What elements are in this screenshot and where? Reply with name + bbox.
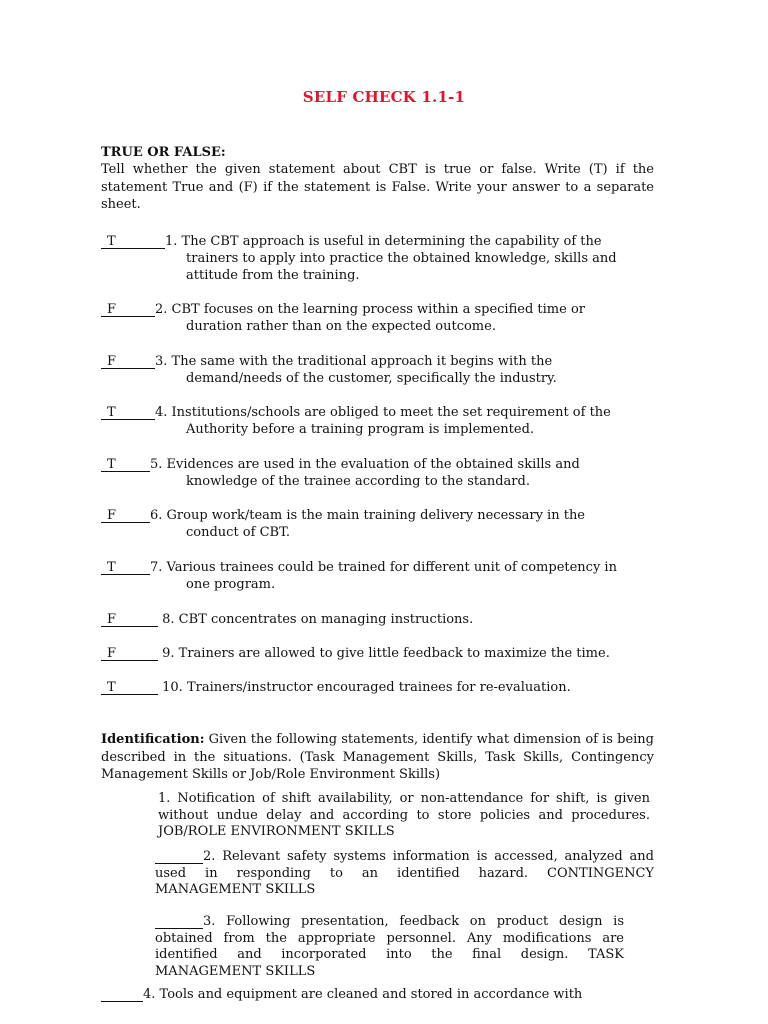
answer-value: T: [107, 680, 116, 695]
answer-blank: [101, 353, 155, 369]
tf-item-9: [101, 645, 610, 662]
answer-blank: [101, 645, 158, 661]
item-text: 4. Tools and equipment are cleaned and stored in accordance with: [143, 987, 583, 1002]
item-text: 2. Relevant safety systems information is accessed, analyzed and used in responding to an identified hazard. CONTINGENCY MANAGEMENT SKILLS: [155, 849, 654, 897]
tf-item-8: [101, 611, 473, 628]
answer-blank: [101, 611, 158, 627]
item-text-cont: trainers to apply into practice the obtained knowledge, skills and: [186, 251, 617, 266]
item-text-cont: conduct of CBT.: [186, 525, 290, 540]
answer-blank: [101, 456, 150, 472]
identification-label: Identification:: [101, 732, 205, 747]
answer-value: T: [107, 405, 116, 420]
item-text: 3. Following presentation, feedback on product design is obtained from the appropriate personnel. Any modifications are identified and incorporated into the final design. TASK MANAGEMENT SKILLS: [155, 914, 624, 979]
item-text-cont: knowledge of the trainee according to the standard.: [186, 474, 530, 489]
answer-blank: [101, 559, 150, 575]
true-false-heading: TRUE OR FALSE:: [101, 145, 226, 160]
true-false-instructions: Tell whether the given statement about CBT is true or false. Write (T) if the statement True and (F) if the statement is False. Write your answer to a separate sheet.: [101, 162, 654, 212]
item-text: 4. Institutions/schools are obliged to meet the set requirement of the: [155, 405, 611, 420]
answer-value: F: [107, 508, 117, 523]
tf-item-10: [101, 679, 571, 696]
item-text-cont: demand/needs of the customer, specifically the industry.: [186, 371, 557, 386]
answer-blank: [101, 987, 143, 1002]
answer-blank: [101, 679, 158, 695]
id-item-4: [101, 987, 654, 1004]
tf-item-5: [101, 456, 580, 490]
answer-value: F: [107, 302, 117, 317]
item-text: 10. Trainers/instructor encouraged trainees for re-evaluation.: [158, 680, 571, 695]
item-text: 3. The same with the traditional approach it begins with the: [155, 354, 553, 369]
item-text: 7. Various trainees could be trained for different unit of competency in: [150, 560, 617, 575]
page-title: SELF CHECK 1.1-1: [302, 88, 466, 106]
item-text: 1. Notification of shift availability, or non-attendance for shift, is given without undue delay and according to store policies and procedures. JOB/ROLE ENVIRONMENT SKILLS: [158, 791, 650, 839]
tf-item-6: [101, 507, 585, 541]
tf-item-4: [101, 404, 611, 438]
tf-item-2: [101, 301, 585, 335]
item-text-cont: duration rather than on the expected outcome.: [186, 319, 496, 334]
item-text: 2. CBT focuses on the learning process within a specified time or: [155, 302, 585, 317]
answer-blank: [155, 914, 203, 929]
item-text-cont: one program.: [186, 577, 276, 592]
item-text: 8. CBT concentrates on managing instructions.: [158, 612, 474, 627]
item-text-cont: Authority before a training program is implemented.: [186, 422, 535, 437]
item-text: 9. Trainers are allowed to give little feedback to maximize the time.: [158, 646, 610, 661]
tf-item-3: [101, 353, 557, 387]
tf-item-7: [101, 559, 617, 593]
answer-blank: [101, 507, 150, 523]
answer-value: T: [107, 234, 116, 249]
answer-blank: [101, 301, 155, 317]
item-text-cont: attitude from the training.: [186, 268, 360, 283]
answer-blank: [101, 404, 155, 420]
id-item-1: [158, 791, 650, 841]
answer-value: T: [107, 457, 116, 472]
tf-item-1: [101, 233, 617, 284]
item-text: 1. The CBT approach is useful in determining the capability of the: [165, 234, 602, 249]
answer-value: F: [107, 646, 117, 661]
answer-blank: [155, 849, 203, 864]
id-item-3: [155, 914, 624, 980]
item-text: 6. Group work/team is the main training delivery necessary in the: [150, 508, 586, 523]
identification-text: Given the following statements, identify what dimension of is being described in the situations. (Task Management Skills, Task Skills, Contingency Management Skills or Job/Role Environment Skills): [101, 732, 654, 782]
answer-blank: [101, 233, 165, 249]
answer-value: F: [107, 354, 117, 369]
answer-value: F: [107, 612, 117, 627]
item-text: 5. Evidences are used in the evaluation of the obtained skills and: [150, 457, 580, 472]
id-item-2: [155, 849, 654, 899]
identification-instructions: [101, 731, 654, 784]
answer-value: T: [107, 560, 116, 575]
